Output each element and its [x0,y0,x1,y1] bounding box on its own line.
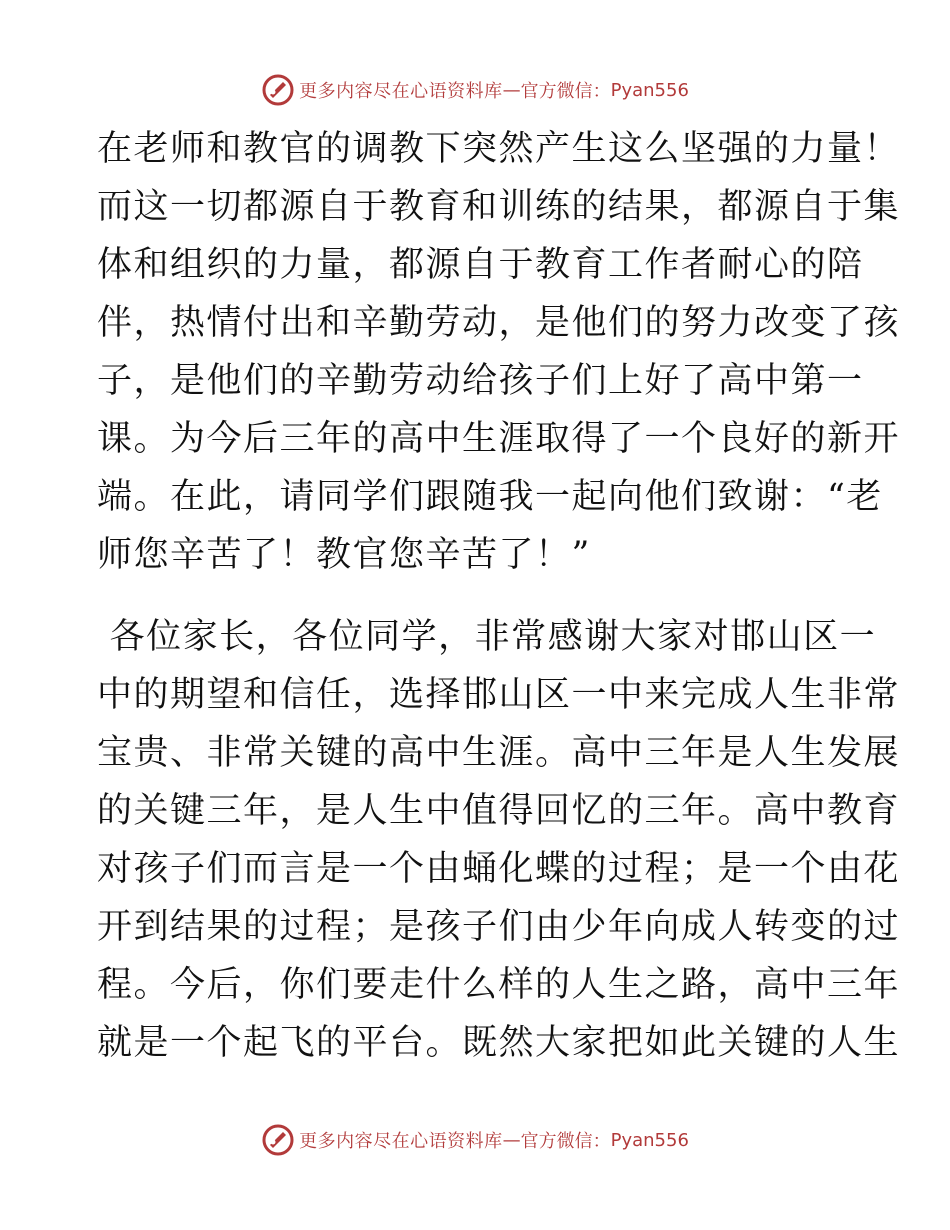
text-line: 宝贵、非常关键的高中生涯。高中三年是人生发展 [97,733,901,773]
footer-wechat-label: 官方微信： [520,1131,611,1152]
text-line: 中的期望和信任，选择邯山区一中来完成人生非常 [97,675,901,715]
footer-banner [0,1120,950,1160]
paragraph-gap [97,584,857,608]
header-site-text: 更多内容尽在心语资料库 [299,81,503,102]
text-line: 课。为今后三年的高中生涯取得了一个良好的新开 [97,419,901,459]
header-wechat-label: 官方微信： [520,81,611,102]
header-banner [0,70,950,110]
paragraph-1 [97,120,901,584]
document-body [97,120,901,1072]
text-line: 端。在此，请同学们跟随我一起向他们致谢：“老 [97,477,883,517]
header-separator: — [502,79,521,101]
text-line: 而这一切都源自于教育和训练的结果，都源自于集 [97,187,901,227]
text-line: 在老师和教官的调教下突然产生这么坚强的力量！ [97,129,901,169]
text-line: 的关键三年，是人生中值得回忆的三年。高中教育 [97,791,901,831]
text-line: 开到结果的过程；是孩子们由少年向成人转变的过 [97,907,901,947]
text-line: 伴，热情付出和辛勤劳动，是他们的努力改变了孩 [97,303,901,343]
text-line: 体和组织的力量，都源自于教育工作者耐心的陪 [97,245,864,285]
text-line: 各位家长，各位同学，非常感谢大家对邯山区一 [97,617,877,657]
text-line: 师您辛苦了！教官您辛苦了！” [97,535,591,575]
footer-site-text: 更多内容尽在心语资料库 [299,1131,503,1152]
footer-wechat-id: Pyan556 [610,1129,689,1151]
footer-separator: — [502,1129,521,1151]
logo-icon [261,1123,295,1157]
header-wechat-id: Pyan556 [610,79,689,101]
text-line: 就是一个起飞的平台。既然大家把如此关键的人生 [97,1023,901,1063]
text-line: 子，是他们的辛勤劳动给孩子们上好了高中第一 [97,361,864,401]
paragraph-2 [97,608,901,1072]
logo-icon [261,73,295,107]
text-line: 对孩子们而言是一个由蛹化蝶的过程；是一个由花 [97,849,901,889]
text-line: 程。今后，你们要走什么样的人生之路，高中三年 [97,965,901,1005]
